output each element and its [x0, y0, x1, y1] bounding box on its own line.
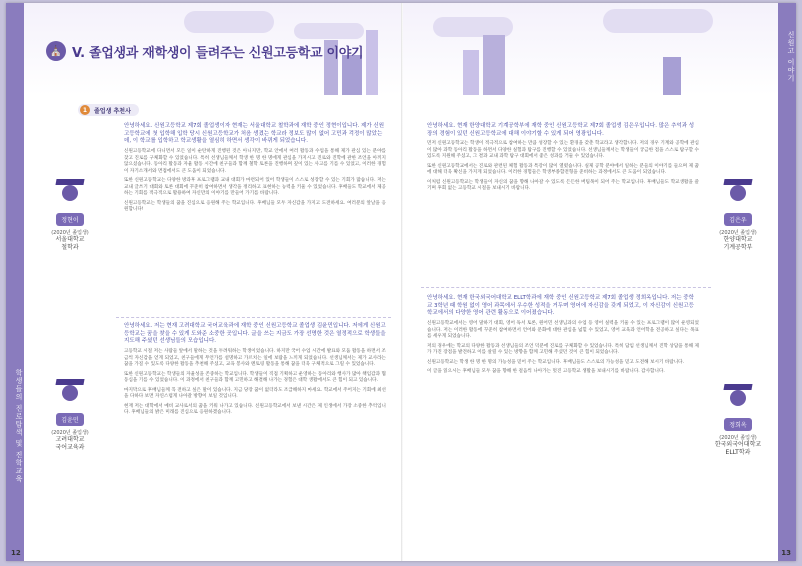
- right-banner: [403, 3, 778, 95]
- article-paragraph: 신원고등학교는 학생들의 꿈을 진심으로 응원해 주는 학교입니다. 후배님들 모두 자신감을 가지고 도전하세요. 여러분의 앞날을 응원합니다!: [124, 200, 386, 213]
- section-divider: [421, 287, 711, 288]
- profile-school: 한양대학교 기계공학부: [723, 236, 753, 251]
- school-icon: ⛪: [46, 41, 66, 61]
- building-decoration: [663, 57, 681, 95]
- graduate-avatar-icon: [721, 173, 755, 207]
- article-paragraph: 또한 신원고등학교는 학생들의 자율성을 존중하는 학교입니다. 학생들이 직접 기획하고 운영하는 동아리와 행사가 많아 책임감과 협동심을 기를 수 있었습니다. 이 과정에서 친구들과 함께 고민하고 해결해 나가는 경험은 대학 생활에서도 큰 힘이 되고 있습니다.: [124, 371, 386, 384]
- graduate-avatar-icon: [53, 173, 87, 207]
- profile-card: [40, 173, 100, 252]
- article: [427, 123, 699, 196]
- article: [427, 295, 699, 379]
- building-decoration: [483, 35, 505, 95]
- profile-year: (2020년 졸업생): [51, 230, 89, 236]
- article-lead: 안녕하세요. 저는 현재 고려대학교 국어교육과에 재학 중인 신원고등학교 졸업생 김윤민입니다. 저에게 신원고등학교는 꿈을 찾을 수 있게 도와준 소중한 곳입니다. 글을 쓰는 지금도 가장 선명한 것은 열정적으로 학생들을 지도해 주셨던 선생님들의 모습입니다.: [124, 323, 386, 345]
- article-paragraph: 신원고등학교에서는 영어 말하기 대회, 영어 독서 토론, 원어민 선생님과의 수업 등 영어 실력을 키울 수 있는 프로그램이 많이 운영되었습니다. 저는 이러한 활동에 꾸준히 참여하면서 언어와 문화에 대한 관심을 넓힐 수 있었고, 영어 교육과 언어학을 전공하고 싶다는 목표를 세우게 되었습니다.: [427, 321, 699, 340]
- section-number: 1: [80, 105, 90, 115]
- article-paragraph: 또한 신원고등학교는 다양한 방과후 프로그램과 교내 대회가 마련되어 있어 학생들이 스스로 성장할 수 있는 기회가 많습니다. 저는 교내 글쓰기 대회와 토론 대회에 꾸준히 참여하면서 생각을 정리하고 표현하는 능력을 키울 수 있었습니다. 후배들도 학교에서 제공하는 기회를 적극적으로 활용하여 자신만의 이야기를 만들어 가기를 바랍니다.: [124, 178, 386, 197]
- article-paragraph: 저의 경우에는 학교의 다양한 활동과 선생님들의 조언 덕분에 진로를 구체화할 수 있었습니다. 특히 담임 선생님께서 진학 상담을 통해 제가 가진 장점을 발견하고 이를 살릴 수 있는 방향을 함께 고민해 주셨던 것이 큰 힘이 되었습니다.: [427, 343, 699, 356]
- cloud-decoration: [433, 17, 513, 37]
- profile-school: 한국외국어대학교 ELLT학과: [714, 441, 762, 456]
- page-number: 13: [781, 549, 791, 557]
- profile-card: [40, 373, 100, 452]
- graduate-avatar-icon: [53, 373, 87, 407]
- cloud-decoration: [603, 9, 713, 33]
- cloud-decoration: [294, 23, 364, 39]
- cloud-decoration: [184, 11, 274, 33]
- article-paragraph: 이 글을 읽으시는 후배님들 모두 꿈을 향해 한 걸음씩 나아가는 멋진 고등학교 생활을 보내시기를 바랍니다. 감사합니다.: [427, 369, 665, 375]
- chapter-header: [46, 41, 363, 61]
- article-lead: 안녕하세요. 신원고등학교 제7회 졸업생이자 현재는 서울대학교 철학과에 재학 중인 정현이입니다. 제가 신원고등학교에 첫 입학해 입학 당시 신원고등학교가 처음 생겼는 학교라 정보도 많이 없어 고민과 걱정이 많았는데, 이 학교를 입학하고 학교생활을 열심히 하면서 생각이 바뀌게 되었습니다.: [124, 123, 385, 145]
- left-banner: [24, 3, 401, 95]
- profile-name: 김윤민: [56, 413, 83, 426]
- section-divider: [116, 317, 391, 318]
- page-number: 12: [11, 549, 21, 557]
- building-decoration: [342, 55, 362, 95]
- section-label: 졸업생 추천사: [94, 107, 131, 115]
- article-paragraph: 또한 신원고등학교에서는 진로와 관련된 체험 활동과 특강이 많이 열렸습니다. 실제 공학 분야에서 일하는 분들의 이야기를 들으며 제 꿈에 대해 더욱 확신을 가지게 되었습니다. 이러한 경험들은 학생부종합전형을 준비하는 과정에서도 큰 도움이 되었습니다.: [427, 163, 699, 176]
- article-paragraph: 먼저 신원고등학교는 학생이 적극적으로 참여하는 만큼 성장할 수 있는 환경을 갖춘 학교라고 생각합니다. 저의 경우 기계와 공학에 관심이 많아 과학 동아리 활동을 하면서 다양한 실험과 탐구를 진행할 수 있었습니다. 선생님들께서는 학생들이 궁금한 점을 스스로 탐구할 수 있도록 지원해 주셨고, 그 결과 교내 과학 탐구 대회에서 좋은 성과를 거둘 수 있었습니다.: [427, 141, 699, 160]
- right-side-bar: [778, 3, 796, 561]
- profile-year: (2020년 졸업생): [719, 230, 757, 236]
- article-paragraph: 신원고등학교에 다니면서 모든 일이 순탄하게 진행된 것은 아니지만, 학교 안에서 여러 활동과 수업을 통해 제가 관심 있는 분야를 찾고 진로를 구체화할 수 있었습니다. 특히 선생님들께서 학생 한 명 한 명에게 관심을 가지시고 진로와 진학에 관한 조언을 아끼지 않으셨습니다. 동아리 활동과 자율 활동 시간에 친구들과 함께 철학 토론을 진행하며 깊이 있는 사고를 기를 수 있었고, 이러한 경험이 자기소개서와 면접에서도 큰 도움이 되었습니다.: [124, 149, 386, 174]
- article: [124, 323, 386, 420]
- profile-name: 정현이: [56, 213, 83, 226]
- article-paragraph: 이처럼 신원고등학교는 학생들이 자신의 꿈을 향해 나아갈 수 있도록 든든한 버팀목이 되어 주는 학교입니다. 후배님들도 학교생활을 즐기며 후회 없는 고등학교 시절을 보내시기 바랍니다.: [427, 179, 699, 192]
- profile-school: 고려대학교 국어교육과: [55, 436, 85, 451]
- article-lead: 안녕하세요. 현재 한국외국어대학교 ELLT학과에 재학 중인 신원고등학교 제7회 졸업생 정희옥입니다. 저는 중학교 3학년 때 학원 없이 영어 과목에서 우수한 성적을 거두며 영어에 자신감을 갖게 되었고, 이 자신감이 신원고등학교에서의 다양한 영어 관련 활동으로 이어졌습니다.: [427, 295, 694, 317]
- graduate-avatar-icon: [721, 378, 755, 412]
- profile-name: 김은우: [724, 213, 751, 226]
- article-paragraph: 신원고등학교는 학생 한 명 한 명의 가능성을 믿어 주는 학교입니다. 후배님들도 스스로의 가능성을 믿고 도전해 보시기 바랍니다.: [427, 359, 685, 365]
- article: [124, 123, 386, 217]
- profile-year: (2020년 졸업생): [719, 435, 757, 441]
- profile-card: [708, 173, 768, 252]
- article-paragraph: 고등학교 시절 저는 사람들 앞에서 말하는 것을 두려워하는 학생이었습니다. 하지만 국어 수업 시간에 발표와 모둠 활동을 하면서 조금씩 자신감을 얻게 되었고, 친구들에게 무언가를 설명하고 가르치는 일에 보람을 느끼게 되었습니다. 선생님께서는 제가 교사라는 꿈을 가질 수 있도록 다양한 활동을 추천해 주셨고, 교육 봉사와 멘토링 활동을 통해 꿈을 더욱 구체적으로 그릴 수 있었습니다.: [124, 349, 386, 368]
- left-side-bar: [6, 3, 24, 561]
- article-paragraph: 현재 저는 대학에서 예비 교사로서의 꿈을 키워 나가고 있습니다. 신원고등학교에서 보낸 시간은 제 인생에서 가장 소중한 추억입니다. 후배님들의 밝은 미래를 진심으로 응원하겠습니다.: [124, 403, 386, 416]
- chapter-title: V. 졸업생과 재학생이 들려주는 신원고등학교 이야기: [72, 45, 364, 61]
- profile-name: 정희옥: [724, 418, 751, 431]
- book-spread: [6, 3, 796, 561]
- article-lead: 안녕하세요. 현재 한양대학교 기계공학부에 재학 중인 신원고등학교 제7회 졸업생 김은우입니다. 많은 추억과 성장의 경험이 있던 신원고등학교에 대해 이야기할 수 있게 되어 영광입니다.: [427, 123, 695, 137]
- right-side-label: 신원고 이야기: [787, 31, 795, 83]
- article-paragraph: 마지막으로 후배님들께 꼭 전하고 싶은 말이 있습니다. 지금 당장 꿈이 없더라도 조급해하지 마세요. 학교에서 주어지는 기회에 최선을 다하다 보면 자연스럽게 나아갈 방향이 보일 것입니다.: [124, 387, 386, 400]
- right-page: [403, 3, 796, 561]
- left-side-label: 학생들의 진로탐색 및 진학교육: [15, 369, 23, 483]
- left-page: [6, 3, 401, 561]
- building-decoration: [463, 50, 479, 95]
- building-decoration: [366, 30, 378, 95]
- profile-card: [708, 378, 768, 457]
- profile-year: (2020년 졸업생): [51, 430, 89, 436]
- profile-school: 서울대학교 철학과: [55, 236, 85, 251]
- section-heading: [78, 104, 139, 116]
